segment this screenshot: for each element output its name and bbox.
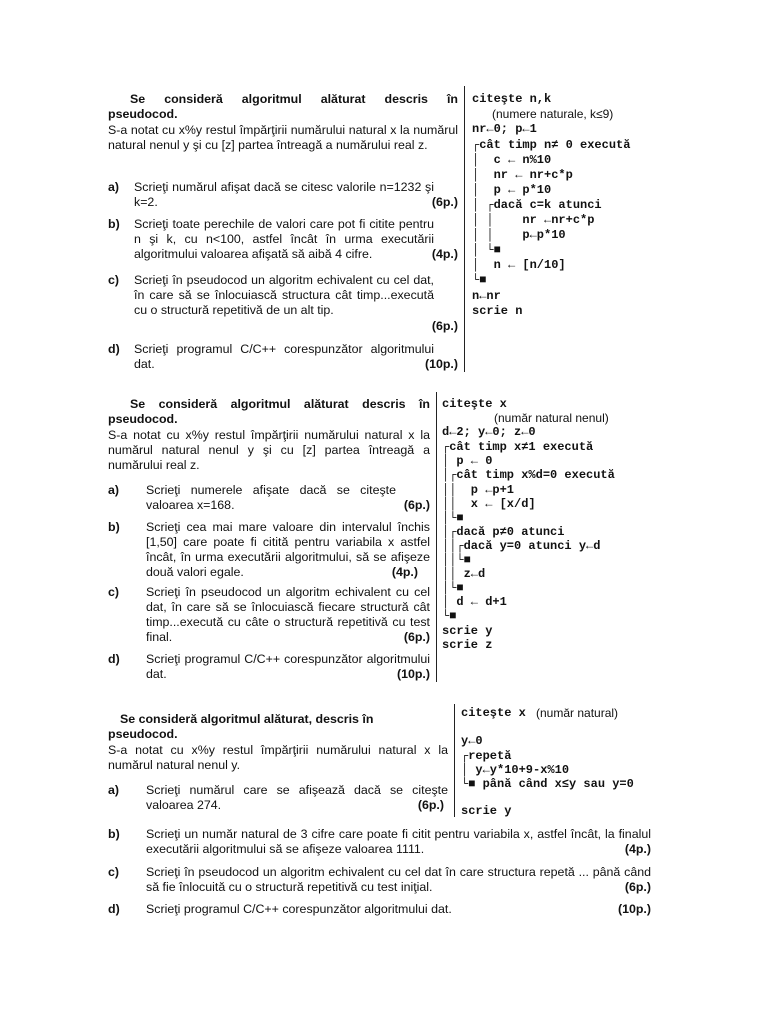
question-points: (6p.) — [417, 798, 444, 812]
column-divider — [436, 392, 437, 682]
question-text: Scrieţi programul C/C++ corespunzător algoritmului dat. — [146, 902, 452, 916]
question-label: a) — [108, 783, 120, 797]
question-points: (6p.) — [431, 195, 458, 209]
question-c — [108, 273, 458, 333]
question-label: a) — [108, 483, 120, 497]
intro-title-line: pseudocod. — [108, 107, 178, 121]
code-line: nr←0; p←1 — [472, 122, 537, 136]
question-label: b) — [108, 520, 120, 534]
question-label: a) — [108, 180, 120, 194]
question-points: (4p.) — [391, 565, 418, 579]
code-annotation: (număr natural) — [536, 706, 619, 720]
code-line: │ p ← 0 — [442, 454, 493, 468]
code-line: │ n ← [n/10] — [472, 258, 566, 272]
question-b — [108, 217, 458, 262]
exercise-2-intro — [108, 397, 430, 473]
question-text: Scrieţi numerele afişate dacă se citeşte valoarea x=168. — [146, 483, 396, 512]
question-points: (6p.) — [403, 498, 430, 512]
code-line: │ │ nr ←nr+c*p — [472, 213, 595, 227]
code-line: └■ — [472, 273, 487, 287]
pseudocode-3 — [461, 706, 681, 818]
code-line: │ ┌dacă c=k atunci — [472, 198, 602, 212]
question-text: Scrieţi un număr natural de 3 cifre care poate fi citit pentru variabila x, astfel încât, la finalul executării algoritmului să se afişeze valoarea 1111. — [146, 827, 651, 856]
code-line: y←0 — [461, 734, 483, 748]
code-line: │└■ — [442, 581, 464, 595]
question-d — [108, 902, 651, 918]
question-text: Scrieţi în pseudocod un algoritm echivalent cu cel dat, în care să se înlocuiască fiecare structură cât timp...execută cu câte o structură repetitivă cu test final. — [146, 585, 430, 644]
question-text: Scrieţi programul C/C++ corespunzător algoritmului dat. — [134, 342, 434, 371]
code-line: citeşte n,k — [472, 92, 552, 106]
code-line: └■ — [442, 609, 457, 623]
intro-title-line: pseudocod. — [108, 412, 178, 426]
code-line: ┌repetă — [461, 749, 512, 763]
question-label: b) — [108, 217, 120, 231]
question-d — [108, 342, 458, 372]
code-line: │ c ← n%10 — [472, 153, 552, 167]
code-line: │ nr ← nr+c*p — [472, 168, 573, 182]
question-a — [108, 483, 430, 513]
pseudocode-1 — [472, 92, 652, 332]
code-line: scrie n — [472, 304, 523, 318]
code-line: d←2; y←0; z←0 — [442, 425, 536, 439]
question-label: d) — [108, 902, 120, 916]
intro-title-line: Se consideră algoritmul alăturat, descris în — [120, 712, 374, 726]
column-divider — [454, 704, 455, 817]
question-a — [108, 180, 458, 210]
code-line: ││└■ — [442, 553, 471, 567]
code-line: └■ până când x≤y sau y=0 — [461, 777, 634, 791]
code-line: │ d ← d+1 — [442, 595, 507, 609]
intro-text: S-a notat cu x%y restul împărţirii numărului natural x la numărul natural nenul y şi cu [z] partea întreagă a numărului real z. — [108, 123, 458, 152]
intro-title-line: pseudocod. — [108, 727, 178, 741]
question-label: c) — [108, 865, 120, 879]
question-text: Scrieţi în pseudocod un algoritm echivalent cu cel dat în care structura repetă ... până când să fie înlocuită cu o structură repetitivă cu test iniţial. — [146, 865, 651, 894]
code-line: │└■ — [442, 511, 464, 525]
code-line: │ y←y*10+9-x%10 — [461, 763, 570, 777]
question-points: (6p.) — [624, 880, 651, 894]
question-points: (6p.) — [431, 319, 458, 333]
code-line: │ p ← p*10 — [472, 183, 552, 197]
intro-text: S-a notat cu x%y restul împărţirii numărului natural x la numărul natural nenul y şi cu [z] partea întreagă a numărului real z. — [108, 428, 430, 472]
code-line: │┌dacă p≠0 atunci — [442, 525, 565, 539]
code-line: citeşte x — [442, 397, 507, 411]
code-annotation: (numere naturale, k≤9) — [492, 107, 614, 121]
intro-text: S-a notat cu x%y restul împărţirii numărului natural x la numărul natural nenul y. — [108, 743, 448, 772]
code-line: │ │ p←p*10 — [472, 228, 566, 242]
question-points: (10p.) — [424, 357, 458, 371]
question-a — [108, 783, 448, 813]
exercise-1-intro — [108, 92, 458, 153]
question-label: d) — [108, 652, 120, 666]
code-annotation: (număr natural nenul) — [494, 411, 609, 425]
question-points: (6p.) — [403, 630, 430, 644]
question-points: (4p.) — [624, 842, 651, 856]
code-line: ││ z←d — [442, 567, 486, 581]
question-label: d) — [108, 342, 120, 356]
question-text: Scrieţi toate perechile de valori care pot fi citite pentru n şi k, cu n<100, astfel încât în urma executării algoritmului valoarea afişată să aibă 4 cifre. — [134, 217, 434, 261]
question-text: Scrieţi în pseudocod un algoritm echivalent cu cel dat, în care să se înlocuiască structura cât timp...execută cu o structură repetitivă de un alt tip. — [134, 273, 434, 317]
question-label: c) — [108, 273, 120, 287]
question-text: Scrieţi numărul care se afişează dacă se citeşte valoarea 274. — [146, 783, 448, 812]
code-line: ││ x ← [x/d] — [442, 497, 536, 511]
question-label: c) — [108, 585, 120, 599]
question-points: (10p.) — [617, 902, 651, 916]
code-line: n←nr — [472, 289, 501, 303]
intro-title-line: Se consideră algoritmul alăturat descris în — [130, 397, 430, 411]
code-line: ││ p ←p+1 — [442, 483, 515, 497]
intro-title-line: Se consideră algoritmul alăturat descris în — [130, 92, 458, 106]
question-c — [108, 865, 651, 895]
question-points: (10p.) — [396, 667, 430, 681]
code-line: scrie y — [461, 804, 512, 818]
question-points: (4p.) — [431, 247, 458, 261]
code-line: ││┌dacă y=0 atunci y←d — [442, 539, 601, 553]
question-d — [108, 652, 430, 682]
question-b — [108, 827, 651, 857]
question-text: Scrieţi programul C/C++ corespunzător algoritmului dat. — [146, 652, 430, 681]
question-c — [108, 585, 430, 645]
exercise-3-intro — [108, 712, 448, 773]
question-text: Scrieţi cea mai mare valoare din intervalul închis [1,50] care poate fi citită pentru variabila x astfel încât, în urma executării algoritmului, să se afişeze două valori egale. — [146, 520, 430, 579]
code-line: │ └■ — [472, 243, 501, 257]
column-divider — [464, 86, 465, 372]
pseudocode-2 — [442, 397, 642, 657]
question-label: b) — [108, 827, 120, 841]
code-line: scrie y — [442, 624, 493, 638]
question-text: Scrieţi numărul afişat dacă se citesc valorile n=1232 şi k=2. — [134, 180, 434, 209]
code-line: │┌cât timp x%d=0 execută — [442, 468, 615, 482]
code-line: ┌cât timp n≠ 0 execută — [472, 138, 631, 152]
code-line: ┌cât timp x≠1 execută — [442, 440, 594, 454]
question-b — [108, 520, 430, 580]
code-line: scrie z — [442, 638, 493, 652]
code-line: citeşte x — [461, 706, 526, 720]
